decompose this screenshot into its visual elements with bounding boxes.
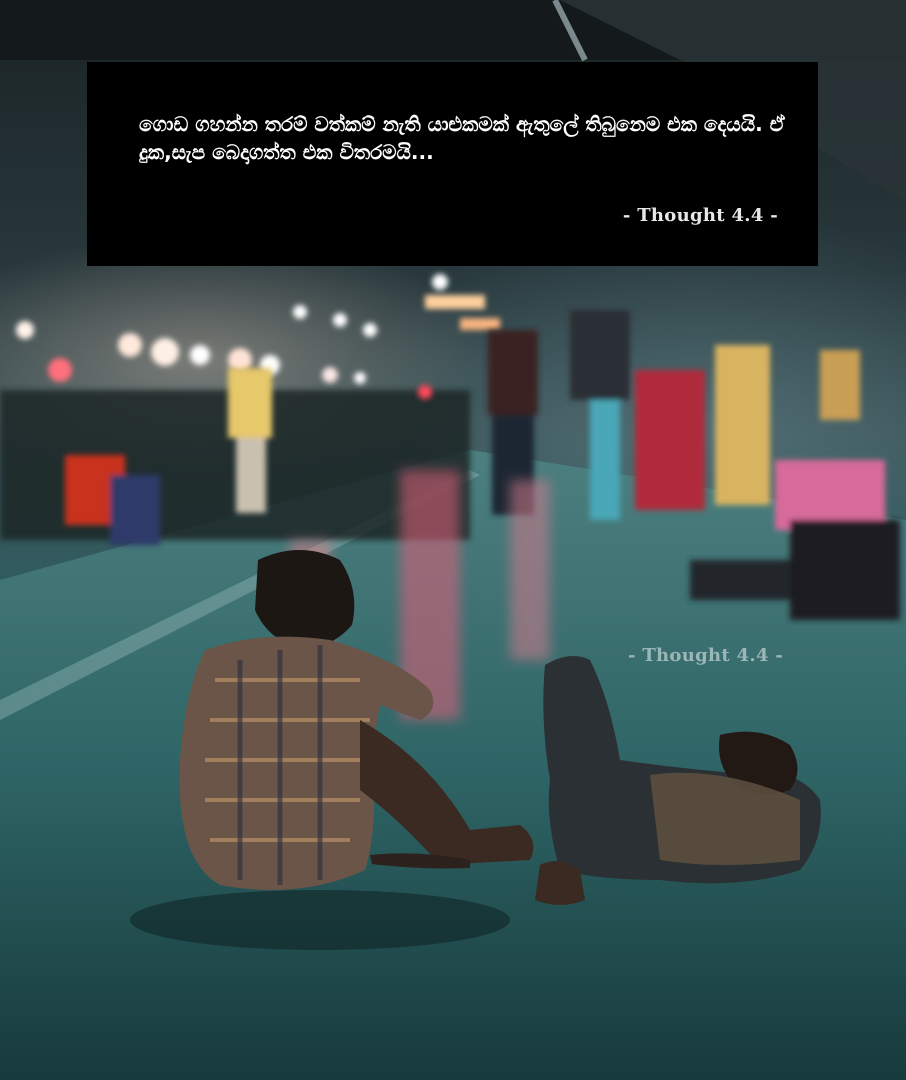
caption-signature: - Thought 4.4 - xyxy=(622,205,778,226)
caption-box xyxy=(87,62,818,266)
caption-text: ගොඩ ගහන්න තරම් වත්කම් නැති යාළුකමක් ඇතුලේ තිබුනෙම එක දෙයයි. ඒ දුක,සැප බෙදාගත්ත එක විතරමයි... xyxy=(139,112,785,164)
watermark-text: - Thought 4.4 - xyxy=(628,645,784,666)
